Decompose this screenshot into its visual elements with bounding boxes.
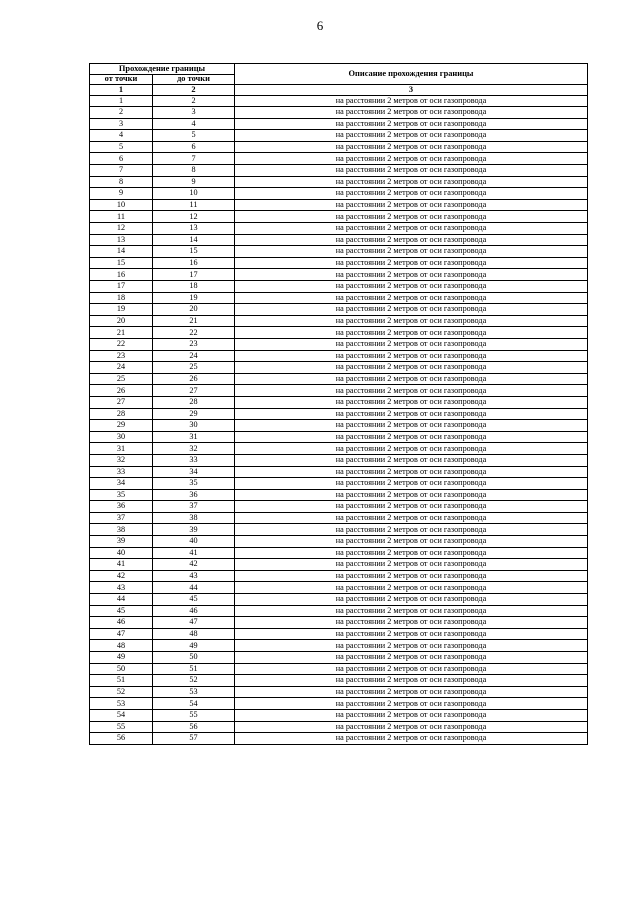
description-cell: на расстоянии 2 метров от оси газопровода [235, 269, 588, 281]
description-cell: на расстоянии 2 метров от оси газопровода [235, 594, 588, 606]
table-row [90, 547, 588, 559]
table-row [90, 362, 588, 374]
description-cell: на расстоянии 2 метров от оси газопровода [235, 536, 588, 548]
to-point-cell: 12 [153, 211, 235, 223]
table-row [90, 698, 588, 710]
table-row [90, 570, 588, 582]
table-row [90, 652, 588, 664]
to-point-cell: 53 [153, 686, 235, 698]
description-cell: на расстоянии 2 метров от оси газопровода [235, 466, 588, 478]
table-row [90, 721, 588, 733]
to-point-cell: 13 [153, 223, 235, 235]
description-cell: на расстоянии 2 метров от оси газопровода [235, 327, 588, 339]
description-cell: на расстоянии 2 метров от оси газопровода [235, 454, 588, 466]
to-point-cell: 11 [153, 199, 235, 211]
from-point-cell: 56 [90, 733, 153, 745]
description-cell: на расстоянии 2 метров от оси газопровода [235, 95, 588, 107]
from-point-cell: 12 [90, 223, 153, 235]
table-row [90, 118, 588, 130]
table-row [90, 396, 588, 408]
description-cell: на расстоянии 2 метров от оси газопровода [235, 420, 588, 432]
to-point-cell: 6 [153, 141, 235, 153]
description-cell: на расстоянии 2 метров от оси газопровода [235, 315, 588, 327]
to-point-cell: 8 [153, 165, 235, 177]
to-point-cell: 34 [153, 466, 235, 478]
from-point-cell: 37 [90, 512, 153, 524]
to-point-cell: 22 [153, 327, 235, 339]
description-header: Описание прохождения границы [235, 64, 588, 85]
to-point-cell: 39 [153, 524, 235, 536]
to-point-cell: 4 [153, 118, 235, 130]
boundary-table-body [90, 95, 588, 744]
table-row [90, 107, 588, 119]
table-row [90, 257, 588, 269]
to-point-cell: 32 [153, 443, 235, 455]
from-point-cell: 6 [90, 153, 153, 165]
description-cell: на расстоянии 2 метров от оси газопровода [235, 165, 588, 177]
to-point-cell: 18 [153, 281, 235, 293]
to-point-cell: 3 [153, 107, 235, 119]
table-row [90, 733, 588, 745]
table-row [90, 443, 588, 455]
to-point-cell: 38 [153, 512, 235, 524]
description-cell: на расстоянии 2 метров от оси газопровода [235, 570, 588, 582]
from-point-cell: 23 [90, 350, 153, 362]
from-point-cell: 3 [90, 118, 153, 130]
description-cell: на расстоянии 2 метров от оси газопровода [235, 408, 588, 420]
table-row [90, 350, 588, 362]
from-point-cell: 20 [90, 315, 153, 327]
from-point-cell: 15 [90, 257, 153, 269]
description-cell: на расстоянии 2 метров от оси газопровода [235, 478, 588, 490]
column-number-3: 3 [235, 85, 588, 96]
from-point-cell: 53 [90, 698, 153, 710]
from-point-cell: 7 [90, 165, 153, 177]
description-cell: на расстоянии 2 метров от оси газопровода [235, 733, 588, 745]
table-row [90, 524, 588, 536]
description-cell: на расстоянии 2 метров от оси газопровода [235, 628, 588, 640]
to-point-cell: 17 [153, 269, 235, 281]
to-point-cell: 28 [153, 396, 235, 408]
to-point-cell: 37 [153, 501, 235, 513]
from-point-cell: 25 [90, 373, 153, 385]
from-point-cell: 2 [90, 107, 153, 119]
to-point-cell: 14 [153, 234, 235, 246]
description-cell: на расстоянии 2 метров от оси газопровода [235, 176, 588, 188]
table-row [90, 536, 588, 548]
table-row [90, 675, 588, 687]
table-row [90, 338, 588, 350]
to-point-cell: 29 [153, 408, 235, 420]
to-point-cell: 9 [153, 176, 235, 188]
description-cell: на расстоянии 2 метров от оси газопровода [235, 559, 588, 571]
table-row [90, 292, 588, 304]
from-point-cell: 50 [90, 663, 153, 675]
from-point-cell: 28 [90, 408, 153, 420]
from-point-cell: 52 [90, 686, 153, 698]
description-cell: на расстоянии 2 метров от оси газопровода [235, 547, 588, 559]
to-point-cell: 55 [153, 709, 235, 721]
description-cell: на расстоянии 2 метров от оси газопровода [235, 524, 588, 536]
from-point-cell: 1 [90, 95, 153, 107]
table-row [90, 211, 588, 223]
description-cell: на расстоянии 2 метров от оси газопровода [235, 304, 588, 316]
table-row [90, 281, 588, 293]
table-row [90, 153, 588, 165]
description-cell: на расстоянии 2 метров от оси газопровода [235, 130, 588, 142]
table-row [90, 594, 588, 606]
table-row [90, 234, 588, 246]
table-row [90, 188, 588, 200]
boundary-table-header [90, 64, 588, 96]
from-point-cell: 43 [90, 582, 153, 594]
description-cell: на расстоянии 2 метров от оси газопровода [235, 640, 588, 652]
from-point-cell: 21 [90, 327, 153, 339]
description-cell: на расстоянии 2 метров от оси газопровода [235, 501, 588, 513]
to-point-cell: 46 [153, 605, 235, 617]
table-row [90, 223, 588, 235]
table-row [90, 269, 588, 281]
to-point-cell: 56 [153, 721, 235, 733]
to-point-cell: 41 [153, 547, 235, 559]
from-point-cell: 34 [90, 478, 153, 490]
description-cell: на расстоянии 2 метров от оси газопровода [235, 663, 588, 675]
from-point-cell: 36 [90, 501, 153, 513]
to-point-cell: 42 [153, 559, 235, 571]
table-row [90, 489, 588, 501]
from-point-cell: 22 [90, 338, 153, 350]
from-point-header: от точки [90, 74, 153, 85]
description-cell: на расстоянии 2 метров от оси газопровода [235, 199, 588, 211]
description-cell: на расстоянии 2 метров от оси газопровода [235, 652, 588, 664]
from-point-cell: 49 [90, 652, 153, 664]
to-point-cell: 2 [153, 95, 235, 107]
table-row [90, 454, 588, 466]
description-cell: на расстоянии 2 метров от оси газопровода [235, 211, 588, 223]
from-point-cell: 10 [90, 199, 153, 211]
table-row [90, 246, 588, 258]
from-point-cell: 5 [90, 141, 153, 153]
description-cell: на расстоянии 2 метров от оси газопровода [235, 489, 588, 501]
to-point-cell: 27 [153, 385, 235, 397]
page-number: 6 [316, 18, 324, 33]
to-point-cell: 26 [153, 373, 235, 385]
table-row [90, 327, 588, 339]
table-row [90, 512, 588, 524]
to-point-cell: 5 [153, 130, 235, 142]
to-point-cell: 43 [153, 570, 235, 582]
to-point-cell: 47 [153, 617, 235, 629]
description-cell: на расстоянии 2 метров от оси газопровода [235, 675, 588, 687]
table-row [90, 95, 588, 107]
description-cell: на расстоянии 2 метров от оси газопровода [235, 281, 588, 293]
from-point-cell: 54 [90, 709, 153, 721]
to-point-cell: 7 [153, 153, 235, 165]
from-point-cell: 42 [90, 570, 153, 582]
table-row [90, 431, 588, 443]
to-point-cell: 10 [153, 188, 235, 200]
table-row [90, 199, 588, 211]
to-point-cell: 33 [153, 454, 235, 466]
description-cell: на расстоянии 2 метров от оси газопровода [235, 223, 588, 235]
to-point-cell: 45 [153, 594, 235, 606]
description-cell: на расстоянии 2 метров от оси газопровода [235, 107, 588, 119]
table-row [90, 478, 588, 490]
to-point-cell: 44 [153, 582, 235, 594]
table-row [90, 628, 588, 640]
table-row [90, 408, 588, 420]
table-row [90, 420, 588, 432]
from-point-cell: 19 [90, 304, 153, 316]
description-cell: на расстоянии 2 метров от оси газопровода [235, 118, 588, 130]
to-point-cell: 20 [153, 304, 235, 316]
from-point-cell: 33 [90, 466, 153, 478]
from-point-cell: 8 [90, 176, 153, 188]
to-point-cell: 25 [153, 362, 235, 374]
table-row [90, 130, 588, 142]
description-cell: на расстоянии 2 метров от оси газопровода [235, 362, 588, 374]
to-point-cell: 24 [153, 350, 235, 362]
to-point-cell: 35 [153, 478, 235, 490]
table-row [90, 373, 588, 385]
description-cell: на расстоянии 2 метров от оси газопровода [235, 188, 588, 200]
from-point-cell: 13 [90, 234, 153, 246]
boundary-passage-header: Прохождение границы [90, 64, 235, 75]
description-cell: на расстоянии 2 метров от оси газопровода [235, 234, 588, 246]
from-point-cell: 40 [90, 547, 153, 559]
table-row [90, 165, 588, 177]
table-row [90, 605, 588, 617]
to-point-cell: 16 [153, 257, 235, 269]
to-point-cell: 31 [153, 431, 235, 443]
boundary-table [89, 63, 588, 745]
table-row [90, 466, 588, 478]
description-cell: на расстоянии 2 метров от оси газопровода [235, 431, 588, 443]
description-cell: на расстоянии 2 метров от оси газопровода [235, 246, 588, 258]
to-point-header: до точки [153, 74, 235, 85]
to-point-cell: 51 [153, 663, 235, 675]
table-row [90, 640, 588, 652]
to-point-cell: 19 [153, 292, 235, 304]
from-point-cell: 48 [90, 640, 153, 652]
from-point-cell: 41 [90, 559, 153, 571]
table-row [90, 501, 588, 513]
to-point-cell: 52 [153, 675, 235, 687]
from-point-cell: 30 [90, 431, 153, 443]
from-point-cell: 29 [90, 420, 153, 432]
table-row [90, 304, 588, 316]
to-point-cell: 30 [153, 420, 235, 432]
from-point-cell: 44 [90, 594, 153, 606]
table-row [90, 686, 588, 698]
from-point-cell: 45 [90, 605, 153, 617]
from-point-cell: 4 [90, 130, 153, 142]
from-point-cell: 24 [90, 362, 153, 374]
to-point-cell: 36 [153, 489, 235, 501]
from-point-cell: 51 [90, 675, 153, 687]
description-cell: на расстоянии 2 метров от оси газопровода [235, 292, 588, 304]
table-row [90, 663, 588, 675]
description-cell: на расстоянии 2 метров от оси газопровода [235, 338, 588, 350]
from-point-cell: 46 [90, 617, 153, 629]
from-point-cell: 39 [90, 536, 153, 548]
from-point-cell: 38 [90, 524, 153, 536]
description-cell: на расстоянии 2 метров от оси газопровода [235, 617, 588, 629]
table-row [90, 385, 588, 397]
description-cell: на расстоянии 2 метров от оси газопровода [235, 605, 588, 617]
to-point-cell: 49 [153, 640, 235, 652]
description-cell: на расстоянии 2 метров от оси газопровода [235, 373, 588, 385]
from-point-cell: 18 [90, 292, 153, 304]
from-point-cell: 31 [90, 443, 153, 455]
table-row [90, 315, 588, 327]
to-point-cell: 48 [153, 628, 235, 640]
description-cell: на расстоянии 2 метров от оси газопровода [235, 385, 588, 397]
from-point-cell: 17 [90, 281, 153, 293]
from-point-cell: 47 [90, 628, 153, 640]
description-cell: на расстоянии 2 метров от оси газопровода [235, 153, 588, 165]
to-point-cell: 23 [153, 338, 235, 350]
column-number-row [90, 85, 588, 96]
from-point-cell: 11 [90, 211, 153, 223]
to-point-cell: 40 [153, 536, 235, 548]
table-row [90, 559, 588, 571]
from-point-cell: 16 [90, 269, 153, 281]
table-row [90, 176, 588, 188]
table-row [90, 141, 588, 153]
table-row [90, 709, 588, 721]
description-cell: на расстоянии 2 метров от оси газопровода [235, 698, 588, 710]
to-point-cell: 57 [153, 733, 235, 745]
description-cell: на расстоянии 2 метров от оси газопровода [235, 396, 588, 408]
table-row [90, 617, 588, 629]
description-cell: на расстоянии 2 метров от оси газопровода [235, 141, 588, 153]
description-cell: на расстоянии 2 метров от оси газопровода [235, 257, 588, 269]
column-number-2: 2 [153, 85, 235, 96]
to-point-cell: 54 [153, 698, 235, 710]
from-point-cell: 35 [90, 489, 153, 501]
description-cell: на расстоянии 2 метров от оси газопровода [235, 512, 588, 524]
from-point-cell: 27 [90, 396, 153, 408]
from-point-cell: 9 [90, 188, 153, 200]
table-row [90, 582, 588, 594]
to-point-cell: 15 [153, 246, 235, 258]
description-cell: на расстоянии 2 метров от оси газопровода [235, 582, 588, 594]
description-cell: на расстоянии 2 метров от оси газопровода [235, 350, 588, 362]
description-cell: на расстоянии 2 метров от оси газопровода [235, 709, 588, 721]
from-point-cell: 32 [90, 454, 153, 466]
from-point-cell: 55 [90, 721, 153, 733]
from-point-cell: 26 [90, 385, 153, 397]
from-point-cell: 14 [90, 246, 153, 258]
to-point-cell: 21 [153, 315, 235, 327]
description-cell: на расстоянии 2 метров от оси газопровода [235, 686, 588, 698]
header-row-group [90, 64, 588, 75]
description-cell: на расстоянии 2 метров от оси газопровода [235, 721, 588, 733]
to-point-cell: 50 [153, 652, 235, 664]
column-number-1: 1 [90, 85, 153, 96]
description-cell: на расстоянии 2 метров от оси газопровода [235, 443, 588, 455]
